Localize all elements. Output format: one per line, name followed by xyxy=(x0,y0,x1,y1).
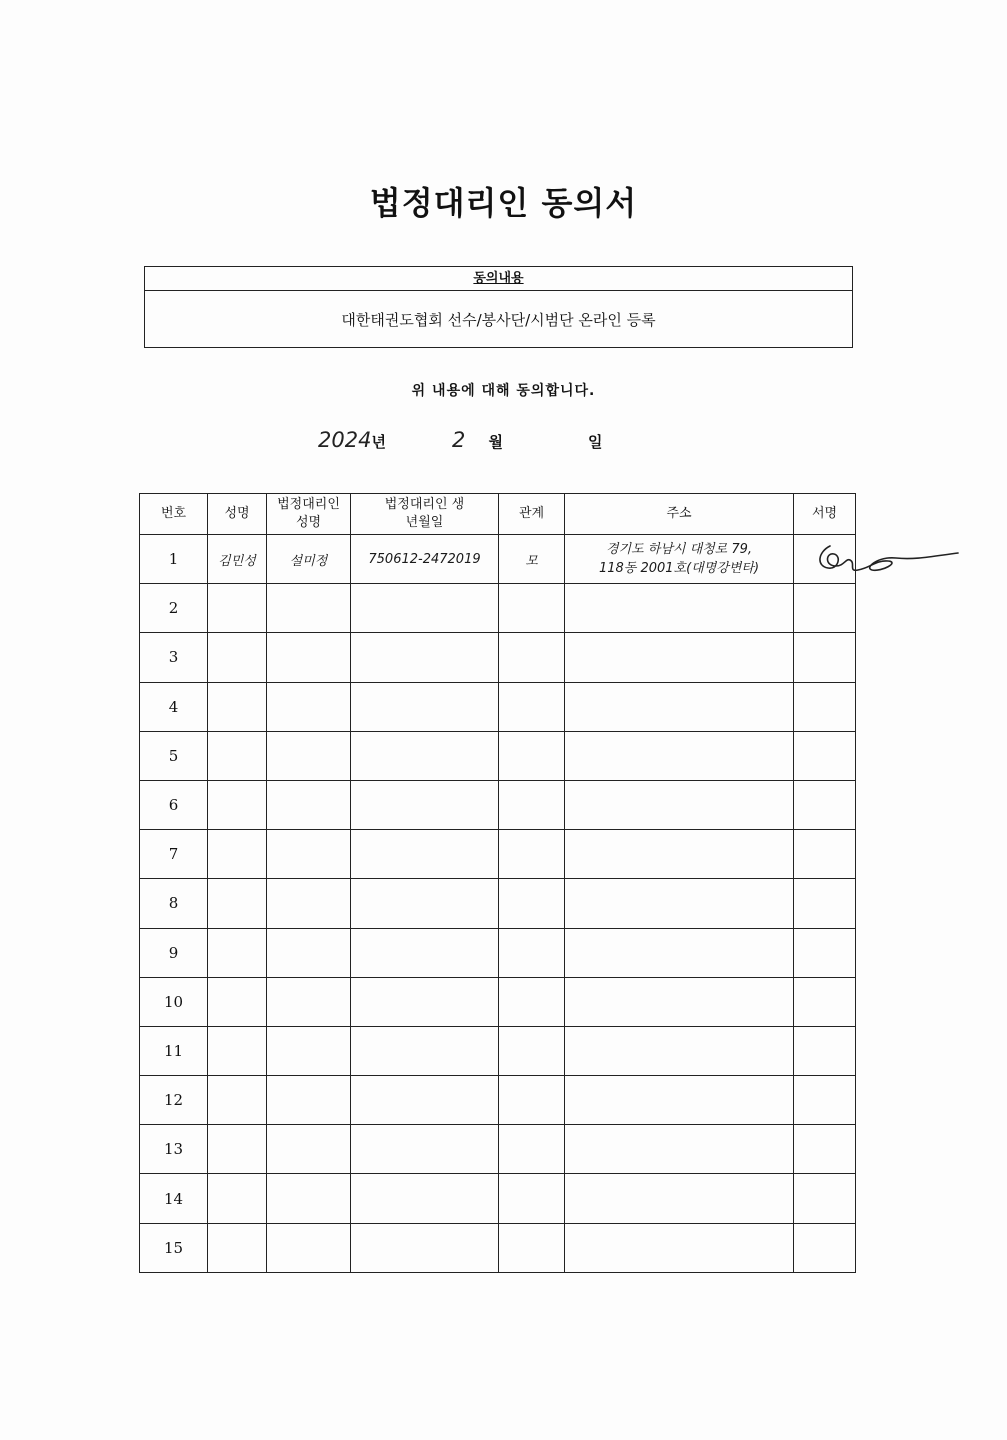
cell-relation xyxy=(499,879,565,928)
header-relation: 관계 xyxy=(499,494,565,535)
cell-signature xyxy=(794,1174,856,1223)
cell-signature xyxy=(794,977,856,1026)
table-row xyxy=(140,780,856,829)
date-day xyxy=(588,428,603,452)
cell-no: 6 xyxy=(140,780,208,829)
cell-signature xyxy=(794,731,856,780)
cell-guardian-dob xyxy=(351,928,499,977)
table-body xyxy=(140,535,856,1273)
cell-name xyxy=(208,731,267,780)
cell-guardian-dob xyxy=(351,780,499,829)
guardian-table xyxy=(139,493,856,1273)
cell-signature xyxy=(794,1026,856,1075)
cell-address xyxy=(565,780,794,829)
cell-relation xyxy=(499,682,565,731)
cell-address xyxy=(565,731,794,780)
cell-guardian-dob xyxy=(351,1223,499,1272)
table-row xyxy=(140,830,856,879)
cell-guardian-dob xyxy=(351,584,499,633)
cell-relation xyxy=(499,731,565,780)
cell-guardian-name xyxy=(267,731,351,780)
cell-no: 7 xyxy=(140,830,208,879)
cell-name xyxy=(208,682,267,731)
cell-name xyxy=(208,780,267,829)
cell-signature xyxy=(794,879,856,928)
cell-name xyxy=(208,1026,267,1075)
cell-guardian-dob xyxy=(351,977,499,1026)
cell-relation xyxy=(499,780,565,829)
cell-guardian-name xyxy=(267,1174,351,1223)
date-year-value: 2024 xyxy=(318,428,372,452)
cell-address xyxy=(565,1076,794,1125)
cell-signature xyxy=(794,780,856,829)
header-guardian-name-label: 법정대리인 성명 xyxy=(277,497,340,530)
table-row xyxy=(140,535,856,584)
table-row xyxy=(140,584,856,633)
header-guardian-dob-label: 법정대리인 생년월일 xyxy=(384,497,465,530)
cell-address xyxy=(565,1125,794,1174)
cell-signature xyxy=(794,682,856,731)
consent-header-label: 동의내용 xyxy=(473,271,524,286)
table-row xyxy=(140,731,856,780)
cell-relation xyxy=(499,1076,565,1125)
cell-name xyxy=(208,977,267,1026)
table-row xyxy=(140,928,856,977)
cell-address xyxy=(565,830,794,879)
cell-address xyxy=(565,879,794,928)
address-line-2: 118동 2001호(대명강변타) xyxy=(598,561,760,577)
date-month-value: 2 xyxy=(452,428,466,452)
cell-guardian-name xyxy=(267,928,351,977)
cell-guardian-dob xyxy=(351,1174,499,1223)
cell-name xyxy=(208,584,267,633)
cell-guardian-name xyxy=(267,830,351,879)
cell-guardian-dob xyxy=(351,682,499,731)
table-row xyxy=(140,682,856,731)
consent-body: 대한태권도협회 선수/봉사단/시범단 온라인 등록 xyxy=(341,311,656,329)
cell-guardian-name xyxy=(267,1223,351,1272)
cell-relation xyxy=(499,1174,565,1223)
cell-guardian-name xyxy=(267,584,351,633)
date-month-label: 월 xyxy=(488,433,503,451)
header-address: 주소 xyxy=(565,494,794,535)
cell-guardian-name xyxy=(267,633,351,682)
cell-address xyxy=(565,1174,794,1223)
cell-name xyxy=(208,830,267,879)
cell-name xyxy=(208,1223,267,1272)
cell-signature xyxy=(794,633,856,682)
cell-signature xyxy=(794,1223,856,1272)
table-row xyxy=(140,1174,856,1223)
page-title: 법정대리인 동의서 xyxy=(369,184,638,222)
cell-guardian-name xyxy=(267,1026,351,1075)
cell-guardian-name xyxy=(267,1076,351,1125)
cell-no: 11 xyxy=(140,1026,208,1075)
cell-signature xyxy=(794,1076,856,1125)
cell-guardian-dob xyxy=(351,1076,499,1125)
table-row xyxy=(140,1076,856,1125)
cell-signature xyxy=(794,1125,856,1174)
cell-address xyxy=(565,682,794,731)
cell-relation xyxy=(499,830,565,879)
cell-address xyxy=(565,535,794,584)
cell-name xyxy=(208,1125,267,1174)
cell-relation xyxy=(499,584,565,633)
header-no: 번호 xyxy=(140,494,208,535)
cell-relation: 모 xyxy=(499,535,565,584)
cell-no: 4 xyxy=(140,682,208,731)
cell-address xyxy=(565,1026,794,1075)
signature-scribble xyxy=(812,530,962,580)
cell-no: 13 xyxy=(140,1125,208,1174)
table-row xyxy=(140,1026,856,1075)
cell-guardian-name xyxy=(267,977,351,1026)
date-year xyxy=(318,428,386,452)
agreement-text: 위 내용에 대해 동의합니다. xyxy=(411,383,596,399)
cell-address xyxy=(565,1223,794,1272)
cell-name: 김민성 xyxy=(208,535,267,584)
consent-header xyxy=(145,267,852,291)
header-guardian-name xyxy=(267,494,351,535)
cell-guardian-dob xyxy=(351,1125,499,1174)
cell-guardian-name xyxy=(267,1125,351,1174)
table-row xyxy=(140,1223,856,1272)
cell-no: 2 xyxy=(140,584,208,633)
cell-relation xyxy=(499,928,565,977)
table-row xyxy=(140,879,856,928)
cell-no: 14 xyxy=(140,1174,208,1223)
cell-guardian-dob xyxy=(351,879,499,928)
cell-guardian-dob: 750612-2472019 xyxy=(351,535,499,584)
cell-relation xyxy=(499,633,565,682)
cell-guardian-dob xyxy=(351,633,499,682)
cell-address xyxy=(565,633,794,682)
cell-guardian-dob xyxy=(351,1026,499,1075)
cell-guardian-name xyxy=(267,682,351,731)
header-guardian-dob xyxy=(351,494,499,535)
cell-no: 5 xyxy=(140,731,208,780)
cell-name xyxy=(208,1076,267,1125)
cell-no: 10 xyxy=(140,977,208,1026)
cell-relation xyxy=(499,1125,565,1174)
cell-signature xyxy=(794,584,856,633)
cell-relation xyxy=(499,1223,565,1272)
cell-relation xyxy=(499,1026,565,1075)
cell-no: 15 xyxy=(140,1223,208,1272)
cell-guardian-name xyxy=(267,780,351,829)
cell-name xyxy=(208,928,267,977)
cell-signature xyxy=(794,830,856,879)
cell-no: 3 xyxy=(140,633,208,682)
cell-no: 9 xyxy=(140,928,208,977)
header-signature: 서명 xyxy=(794,494,856,535)
cell-address xyxy=(565,584,794,633)
date-year-label: 년 xyxy=(371,433,386,451)
date-day-label: 일 xyxy=(588,433,603,451)
header-name: 성명 xyxy=(208,494,267,535)
table-row xyxy=(140,633,856,682)
table-row xyxy=(140,977,856,1026)
date-month xyxy=(452,428,503,452)
table-header-row xyxy=(140,494,856,535)
cell-relation xyxy=(499,977,565,1026)
cell-guardian-name: 설미정 xyxy=(267,535,351,584)
cell-no: 12 xyxy=(140,1076,208,1125)
cell-name xyxy=(208,879,267,928)
cell-guardian-dob xyxy=(351,830,499,879)
cell-address xyxy=(565,928,794,977)
address-line-1: 경기도 하남시 대청로 79, xyxy=(605,542,753,558)
cell-signature xyxy=(794,928,856,977)
cell-name xyxy=(208,1174,267,1223)
cell-guardian-name xyxy=(267,879,351,928)
consent-box xyxy=(144,266,853,348)
cell-no: 1 xyxy=(140,535,208,584)
cell-name xyxy=(208,633,267,682)
table-row xyxy=(140,1125,856,1174)
cell-guardian-dob xyxy=(351,731,499,780)
cell-no: 8 xyxy=(140,879,208,928)
cell-address xyxy=(565,977,794,1026)
